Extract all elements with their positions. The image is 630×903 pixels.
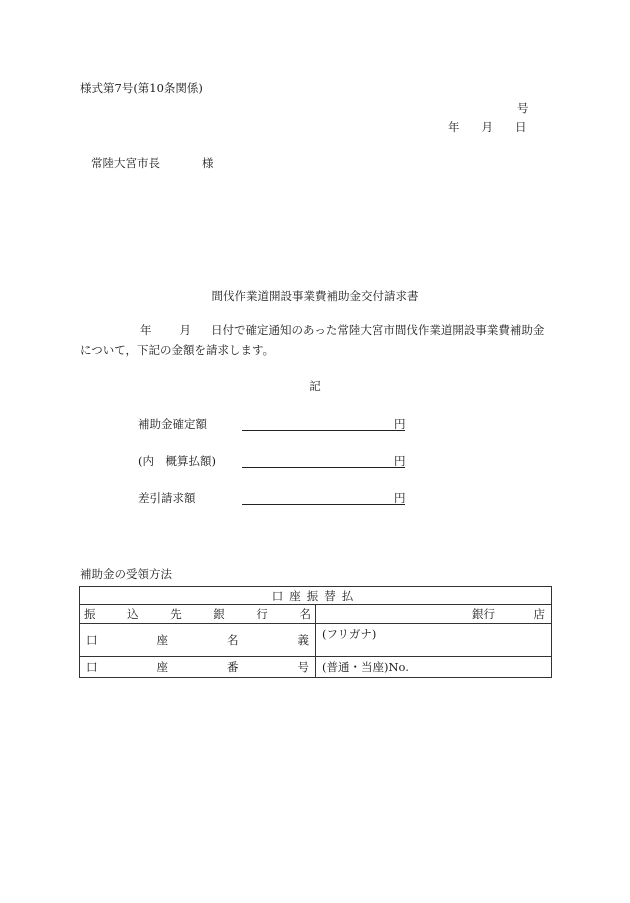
amount-unit-requested: 円 xyxy=(394,491,406,505)
date-month: 月 xyxy=(481,120,493,134)
addressee-name: 常陸大宮市長 xyxy=(91,156,160,170)
account-type-hint: (普通・当座)No. xyxy=(322,660,409,674)
body-month: 月 xyxy=(179,323,191,337)
date-day: 日 xyxy=(515,120,527,134)
body-line-1 xyxy=(140,322,544,338)
branch-suffix: 店 xyxy=(533,607,545,621)
receipt-method-heading: 補助金の受領方法 xyxy=(80,567,172,581)
amount-label-confirmed: 補助金確定額 xyxy=(138,417,207,431)
account-name-label: 口 座 名 義 xyxy=(80,624,316,657)
bank-name-label: 振 込 先 銀 行 名 xyxy=(80,605,316,624)
ki-heading: 記 xyxy=(309,379,321,393)
amount-field-requested[interactable] xyxy=(242,490,405,505)
addressee-honorific: 様 xyxy=(202,156,214,170)
amount-label-requested: 差引請求額 xyxy=(138,491,196,505)
bank-transfer-table xyxy=(79,586,552,678)
addressee xyxy=(91,155,214,171)
account-number-field[interactable] xyxy=(316,657,552,678)
date-year: 年 xyxy=(448,120,460,134)
bank-suffix: 銀行 xyxy=(472,607,495,621)
amount-field-confirmed[interactable] xyxy=(242,416,405,431)
furigana-hint: (フリガナ) xyxy=(322,627,377,641)
document-title: 間伐作業道開設事業費補助金交付請求書 xyxy=(211,289,419,303)
account-name-field[interactable] xyxy=(316,624,552,657)
body-line-2: について，下記の金額を請求します。 xyxy=(80,343,275,357)
amount-field-estimated[interactable] xyxy=(242,453,405,468)
date-line xyxy=(448,119,527,135)
form-number: 様式第7号(第10条関係) xyxy=(80,81,203,95)
body-line-1-text: 日付で確定通知のあった常陸大宮市間伐作業道開設事業費補助金 xyxy=(211,323,545,337)
body-year: 年 xyxy=(140,323,152,337)
amount-label-estimated: (内 概算払額) xyxy=(138,454,216,468)
account-number-label: 口 座 番 号 xyxy=(80,657,316,678)
amount-unit-estimated: 円 xyxy=(394,454,406,468)
amount-unit-confirmed: 円 xyxy=(394,417,406,431)
bank-name-field[interactable] xyxy=(316,605,552,624)
table-header: 口座振替払 xyxy=(80,587,552,605)
number-label: 号 xyxy=(517,101,529,115)
